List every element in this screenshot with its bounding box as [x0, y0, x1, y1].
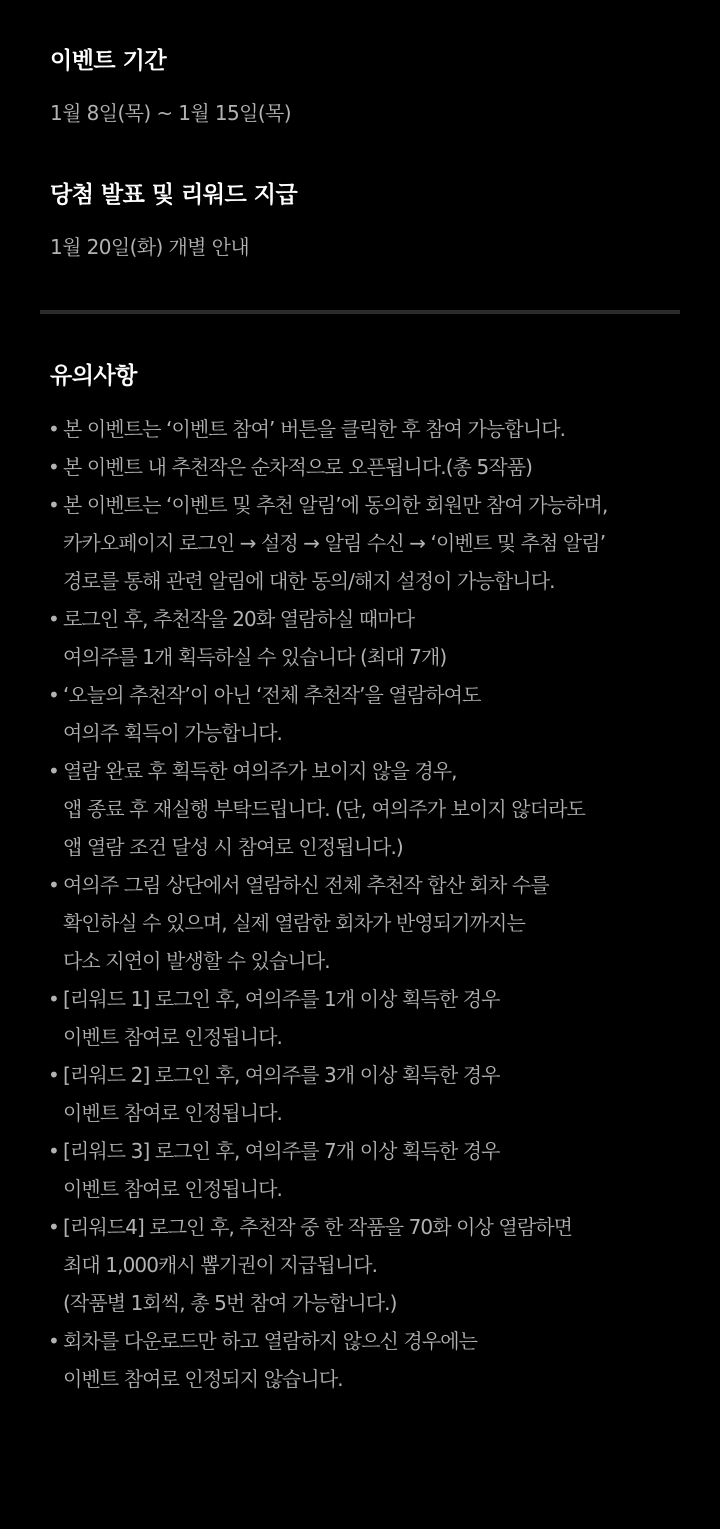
bullet-icon: • — [48, 1329, 60, 1353]
bullet-icon: • — [48, 417, 60, 441]
notice-line: 앱 열람 조건 달성 시 참여로 인정됩니다.) — [63, 835, 403, 859]
notice-item — [48, 1132, 708, 1208]
bullet-icon: • — [48, 1063, 60, 1087]
notice-line: 본 이벤트는 ‘이벤트 참여’ 버튼을 클릭한 후 참여 가능합니다. — [63, 417, 566, 441]
notice-item — [48, 980, 708, 1056]
notice-line: ‘오늘의 추천작’이 아닌 ‘전체 추천작’을 열람하여도 — [63, 683, 481, 707]
notice-item — [48, 752, 708, 866]
notice-line: (작품별 1회씩, 총 5번 참여 가능합니다.) — [63, 1291, 397, 1315]
bullet-icon: • — [48, 873, 60, 897]
section-divider — [40, 310, 680, 314]
notice-item — [48, 1322, 708, 1398]
notice-line: [리워드 1] 로그인 후, 여의주를 1개 이상 획득한 경우 — [63, 987, 500, 1011]
notice-line: 열람 완료 후 획득한 여의주가 보이지 않을 경우, — [63, 759, 457, 783]
notice-item — [48, 486, 708, 600]
bullet-icon: • — [48, 607, 60, 631]
bullet-icon: • — [48, 683, 60, 707]
winner-announcement-value: 1월 20일(화) 개별 안내 — [50, 235, 250, 259]
notice-item — [48, 448, 708, 486]
notice-line: 본 이벤트는 ‘이벤트 및 추천 알림’에 동의한 회원만 참여 가능하며, — [63, 493, 608, 517]
notice-item — [48, 1056, 708, 1132]
notice-line: 카카오페이지 로그인 → 설정 → 알림 수신 → ‘이벤트 및 추첨 알림’ — [63, 531, 606, 555]
notice-line: 앱 종료 후 재실행 부탁드립니다. (단, 여의주가 보이지 않더라도 — [63, 797, 585, 821]
bullet-icon: • — [48, 1215, 60, 1239]
notice-line: 이벤트 참여로 인정됩니다. — [63, 1025, 282, 1049]
notice-line: 확인하실 수 있으며, 실제 열람한 회차가 반영되기까지는 — [63, 911, 525, 935]
notice-line: 이벤트 참여로 인정됩니다. — [63, 1101, 282, 1125]
notice-line: 본 이벤트 내 추천작은 순차적으로 오픈됩니다.(총 5작품) — [63, 455, 533, 479]
notice-line: 여의주 그림 상단에서 열람하신 전체 추천작 합산 회차 수를 — [63, 873, 549, 897]
notice-line: [리워드4] 로그인 후, 추천작 중 한 작품을 70화 이상 열람하면 — [63, 1215, 573, 1239]
notice-line: [리워드 2] 로그인 후, 여의주를 3개 이상 획득한 경우 — [63, 1063, 500, 1087]
notice-item — [48, 676, 708, 752]
notice-heading: 유의사항 — [50, 363, 137, 389]
bullet-icon: • — [48, 455, 60, 479]
notice-line: 여의주 획득이 가능합니다. — [63, 721, 282, 745]
bullet-icon: • — [48, 493, 60, 517]
notice-line: 다소 지연이 발생할 수 있습니다. — [63, 949, 330, 973]
bullet-icon: • — [48, 759, 60, 783]
notice-item — [48, 600, 708, 676]
winner-announcement-heading: 당첨 발표 및 리워드 지급 — [50, 182, 298, 208]
notice-line: 로그인 후, 추천작을 20화 열람하실 때마다 — [63, 607, 415, 631]
notice-line: 회차를 다운로드만 하고 열람하지 않으신 경우에는 — [63, 1329, 478, 1353]
notice-item — [48, 1208, 708, 1322]
notice-list — [48, 410, 708, 1398]
notice-line: [리워드 3] 로그인 후, 여의주를 7개 이상 획득한 경우 — [63, 1139, 500, 1163]
notice-line: 경로를 통해 관련 알림에 대한 동의/해지 설정이 가능합니다. — [63, 569, 555, 593]
bullet-icon: • — [48, 1139, 60, 1163]
notice-item — [48, 866, 708, 980]
event-period-value: 1월 8일(목) ~ 1월 15일(목) — [50, 101, 291, 125]
notice-item — [48, 410, 708, 448]
event-period-heading: 이벤트 기간 — [50, 48, 167, 74]
notice-line: 이벤트 참여로 인정됩니다. — [63, 1177, 282, 1201]
bullet-icon: • — [48, 987, 60, 1011]
notice-line: 여의주를 1개 획득하실 수 있습니다 (최대 7개) — [63, 645, 447, 669]
notice-line: 최대 1,000캐시 뽑기권이 지급됩니다. — [63, 1253, 378, 1277]
notice-line: 이벤트 참여로 인정되지 않습니다. — [63, 1367, 343, 1391]
